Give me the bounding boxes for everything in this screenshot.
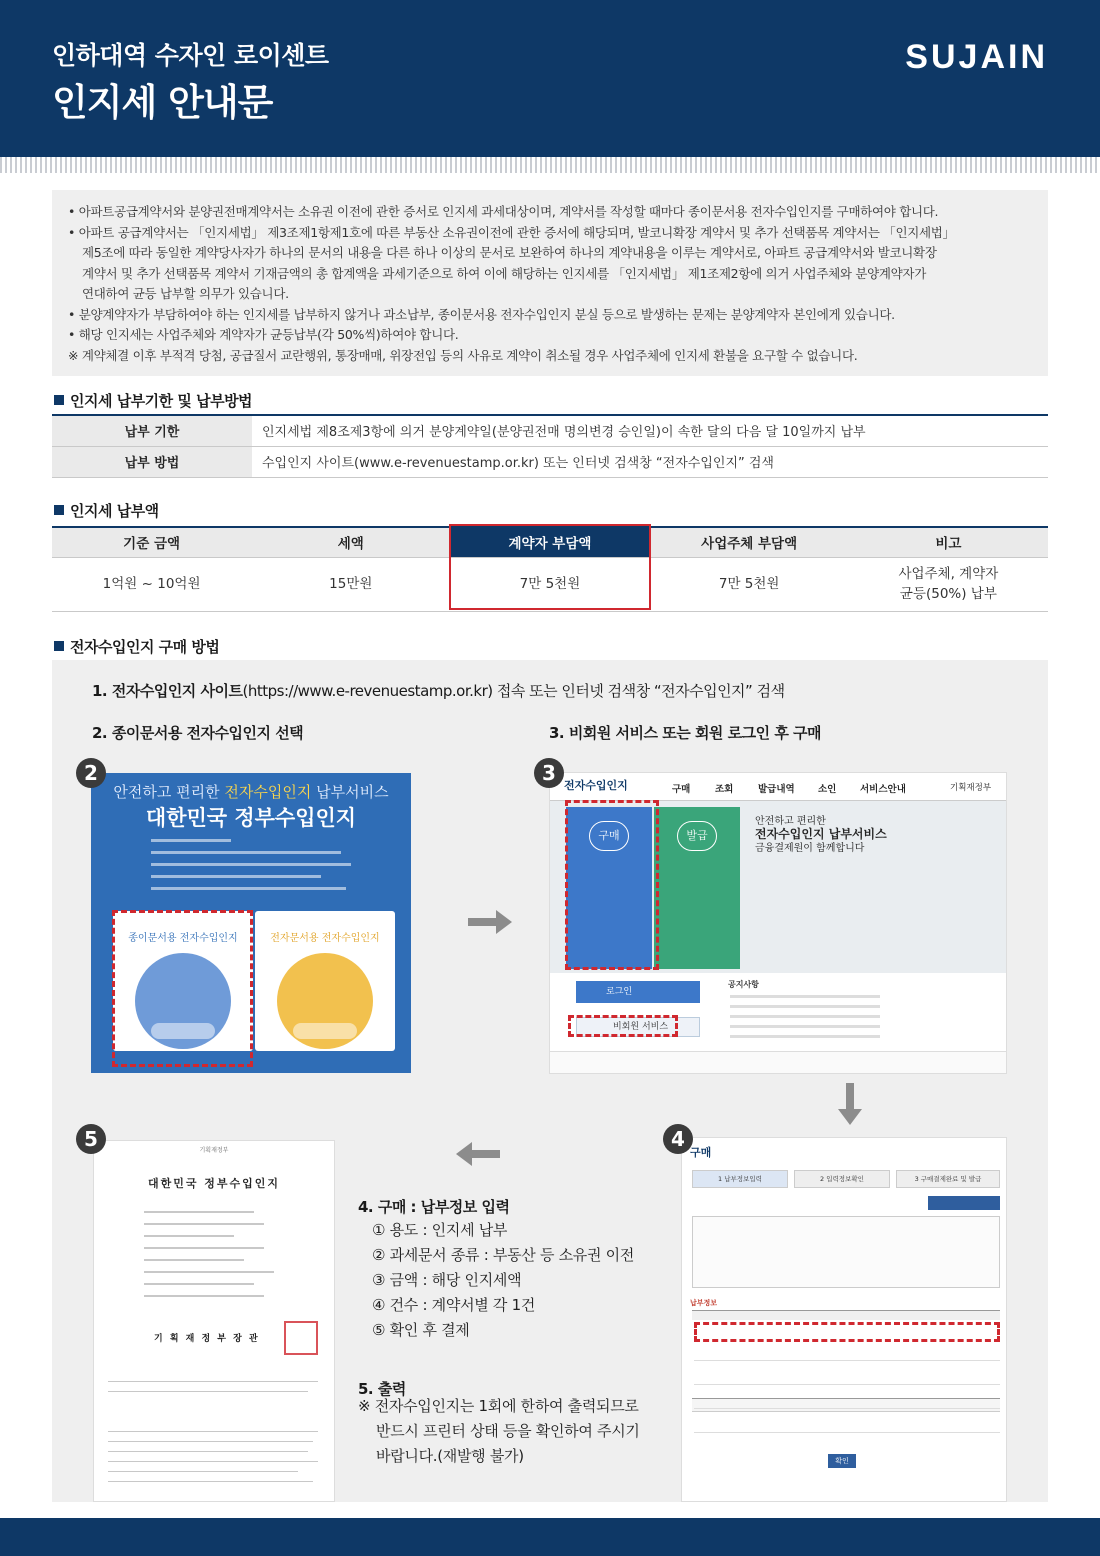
digital-stamp-card[interactable] [255, 911, 395, 1051]
notice-line: 제5조에 따라 동일한 계약당사자가 하나의 문서의 내용을 다른 하나 이상의 문서로 보완하여 하나의 계약내용을 이루는 계약서로, 아파트 공급계약서와 발코니확장 [82, 245, 937, 260]
notice-label: 공지사항 [728, 980, 759, 989]
column-header: 사업주체 부담액 [650, 527, 849, 557]
table-cell: 수입인지 사이트(www.e-revenuestamp.or.kr) 또는 인터넷 검색창 “전자수입인지” 검색 [252, 446, 1048, 477]
step-5-line: ※ 전자수입인지는 1회에 한하여 출력되므로 [358, 1397, 639, 1415]
site-nav [550, 773, 1006, 801]
table-head-cell: 납부 기한 [52, 415, 252, 446]
text-placeholder [151, 863, 351, 866]
total-row [692, 1398, 1000, 1412]
text-placeholder [108, 1381, 318, 1382]
service-slogan: 안전하고 편리한 전자수입인지 납부서비스 [113, 783, 389, 801]
step-4-item: ③ 금액 : 해당 인지세액 [372, 1271, 522, 1289]
guest-service-button[interactable]: 비회원 서비스 [576, 1017, 700, 1037]
table-row [52, 446, 1048, 477]
section-title-deadline: 인지세 납부기한 및 납부방법 [54, 390, 252, 411]
text-placeholder [144, 1259, 244, 1261]
notice-row [730, 1005, 880, 1008]
column-header: 기준 금액 [52, 527, 251, 557]
form-section-title: 납부정보 [690, 1299, 718, 1307]
issue-tile[interactable] [654, 807, 740, 969]
notice-line: ※ 계약체결 이후 부적격 당첨, 공급질서 교란행위, 통장매매, 위장전입 등의 사유로 계약이 취소될 경우 사업주체에 인지세 환불을 요구할 수 없습니다. [68, 347, 858, 363]
notice-row [730, 995, 880, 998]
form-row [694, 1384, 1000, 1385]
step-4-title: 4. 구매 : 납부정보 입력 [358, 1198, 510, 1216]
highlight-dashed-box [112, 910, 253, 1067]
section-title-purchase: 전자수입인지 구매 방법 [54, 636, 219, 657]
text-placeholder [144, 1223, 264, 1225]
notice-line: • 아파트공급계약서와 분양권전매계약서는 소유권 이전에 관한 증서로 인지세 과세대상이며, 계약서를 작성할 때마다 종이문서용 전자수입인지를 구매하여야 합니다. [68, 204, 939, 219]
login-button[interactable]: 로그인 [576, 981, 700, 1003]
text-placeholder [151, 839, 231, 842]
header-stripe [0, 157, 1100, 173]
step-badge-3: 3 [534, 758, 564, 788]
arrow-left-icon [456, 1142, 500, 1166]
ministry-logo: 기획재정부 [950, 783, 992, 793]
form-row [694, 1408, 1000, 1409]
header-banner [0, 0, 1100, 157]
form-row [694, 1432, 1000, 1433]
highlight-border [449, 524, 651, 610]
official-seal-icon [284, 1321, 318, 1355]
form-step: 3 구매결제완료 및 발급 [896, 1170, 1000, 1188]
digital-stamp-label: 전자문서용 전자수입인지 [270, 933, 380, 944]
text-placeholder [108, 1471, 298, 1472]
step-4-item: ⑤ 확인 후 결제 [372, 1321, 470, 1339]
step-4-item: ② 과세문서 종류 : 부동산 등 소유권 이전 [372, 1246, 635, 1264]
service-title: 대한민국 정부수입인지 [145, 806, 357, 830]
issue-pill: 발급 [677, 821, 717, 851]
text-placeholder [151, 875, 321, 878]
arrow-down-icon [838, 1083, 862, 1125]
notice-line: • 아파트 공급계약서는 「인지세법」 제3조제1항제1호에 따른 부동산 소유권이전에 관한 증서에 해당되며, 발코니확장 계약서 및 추가 선택품목 계약서는 「인지세법」 [68, 224, 955, 240]
note-line: 사업주체, 계약자 [898, 566, 999, 582]
text-placeholder [144, 1247, 264, 1249]
notice-line: • 분양계약자가 부담하여야 하는 인지세를 납부하지 않거나 과소납부, 종이문서용 전자수입인지 분실 등으로 발생하는 문제는 분양계약자 본인에게 있습니다. [68, 306, 895, 322]
step-badge-5: 5 [76, 1124, 106, 1154]
form-header-row [692, 1310, 1000, 1320]
table-cell: 7만 5천원 [450, 557, 649, 611]
screenshot-payment-form [681, 1137, 1007, 1502]
square-bullet-icon [54, 641, 64, 651]
form-heading: 구매 [690, 1146, 712, 1159]
step-badge-4: 4 [663, 1124, 693, 1154]
confirm-button[interactable]: 확인 [828, 1454, 856, 1468]
notice-line: • 해당 인지세는 사업주체와 계약자가 균등납부(각 50%씩)하여야 합니다. [68, 327, 459, 342]
menu-item[interactable]: 조회 [715, 784, 734, 795]
step-5-line: 바랍니다.(재발행 불가) [376, 1447, 524, 1465]
table-cell: 1억원 ~ 10억원 [52, 557, 251, 611]
notice-line: 연대하여 균등 납부할 의무가 있습니다. [82, 286, 289, 301]
text-placeholder [108, 1391, 308, 1392]
text-placeholder [108, 1451, 308, 1452]
guide-button[interactable] [928, 1196, 1000, 1210]
column-header: 세액 [251, 527, 450, 557]
menu-item[interactable]: 구매 [672, 784, 691, 795]
header-subtitle: 인하대역 수자인 로이센트 [52, 41, 329, 70]
square-bullet-icon [54, 395, 64, 405]
menu-item[interactable]: 소인 [818, 784, 837, 795]
notice-row [730, 1035, 880, 1038]
ministry-small: 기획재정부 [199, 1147, 229, 1154]
info-box [692, 1216, 1000, 1288]
text-placeholder [108, 1481, 313, 1482]
header-title: 인지세 안내문 [52, 81, 273, 124]
highlight-dashed-box [568, 1015, 678, 1037]
text-placeholder [144, 1235, 234, 1237]
site-brand: 전자수입인지 [564, 779, 628, 792]
text-placeholder [144, 1271, 274, 1273]
step-1-title: 1. 전자수입인지 사이트(https://www.e-revenuestamp.or.kr) 접속 또는 인터넷 검색창 “전자수입인지” 검색 [92, 682, 785, 700]
footer-bar [0, 1518, 1100, 1556]
text-placeholder [151, 887, 346, 890]
table-cell: 인지세법 제8조제3항에 의거 분양계약일(분양권전매 명의변경 승인일)이 속한 달의 다음 달 10일까지 납부 [252, 415, 1048, 446]
hero-text: 안전하고 편리한 전자수입인지 납부서비스 금융결제원이 함께합니다 [755, 816, 887, 854]
table-row [52, 415, 1048, 446]
partner-logos [550, 1051, 1006, 1073]
text-placeholder [151, 851, 341, 854]
text-placeholder [108, 1461, 318, 1462]
step-3-title: 3. 비회원 서비스 또는 회원 로그인 후 구매 [549, 724, 822, 742]
step-5-line: 반드시 프린터 상태 등을 확인하여 주시기 [376, 1422, 640, 1440]
highlight-dashed-box [694, 1322, 1000, 1342]
form-step: 1 납부정보입력 [692, 1170, 788, 1188]
menu-item[interactable]: 서비스안내 [860, 784, 906, 795]
table-cell-note [849, 557, 1048, 611]
text-placeholder [144, 1295, 264, 1297]
step-4-item: ④ 건수 : 계약서별 각 1건 [372, 1296, 536, 1314]
note-line: 균등(50%) 납부 [899, 586, 997, 602]
square-bullet-icon [54, 505, 64, 515]
column-header: 비고 [849, 527, 1048, 557]
table-cell: 15만원 [251, 557, 450, 611]
text-placeholder [144, 1211, 254, 1213]
screenshot-printed-stamp [93, 1140, 335, 1502]
step-badge-2: 2 [76, 758, 106, 788]
step-5-title: 5. 출력 [358, 1380, 406, 1398]
paper-stamp-label: 종이문서용 전자수입인지 [128, 933, 238, 944]
step-4-item: ① 용도 : 인지세 납부 [372, 1221, 508, 1239]
notice-row [730, 1025, 880, 1028]
section-title-amount: 인지세 납부액 [54, 500, 159, 521]
payment-method-table [52, 414, 1048, 478]
stamp-title: 대한민국 정부수입인지 [147, 1177, 281, 1190]
notice-box [52, 190, 1048, 376]
go-button[interactable] [293, 1023, 357, 1039]
highlight-dashed-box [565, 800, 659, 970]
sujain-logo: SUJAIN [905, 38, 1048, 76]
table-cell: 7만 5천원 [650, 557, 849, 611]
form-step: 2 입력정보확인 [794, 1170, 890, 1188]
step-2-title: 2. 종이문서용 전자수입인지 선택 [92, 724, 304, 742]
arrow-right-icon [468, 910, 512, 934]
text-placeholder [108, 1431, 318, 1432]
text-placeholder [144, 1283, 254, 1285]
buy-pill: 구매 [589, 821, 629, 851]
text-placeholder [108, 1441, 313, 1442]
table-head-cell: 납부 방법 [52, 446, 252, 477]
menu-item[interactable]: 발급내역 [758, 784, 795, 795]
column-header-highlight: 계약자 부담액 [450, 527, 649, 557]
minister-name: 기 획 재 정 부 장 관 [154, 1334, 260, 1344]
notice-row [730, 1015, 880, 1018]
form-row [694, 1360, 1000, 1361]
notice-line: 계약서 및 추가 선택품목 계약서 기재금액의 총 합계액을 과세기준으로 하여 이에 해당하는 인지세를 「인지세법」 제1조제2항에 의거 사업주체와 분양계약자가 [82, 265, 926, 281]
